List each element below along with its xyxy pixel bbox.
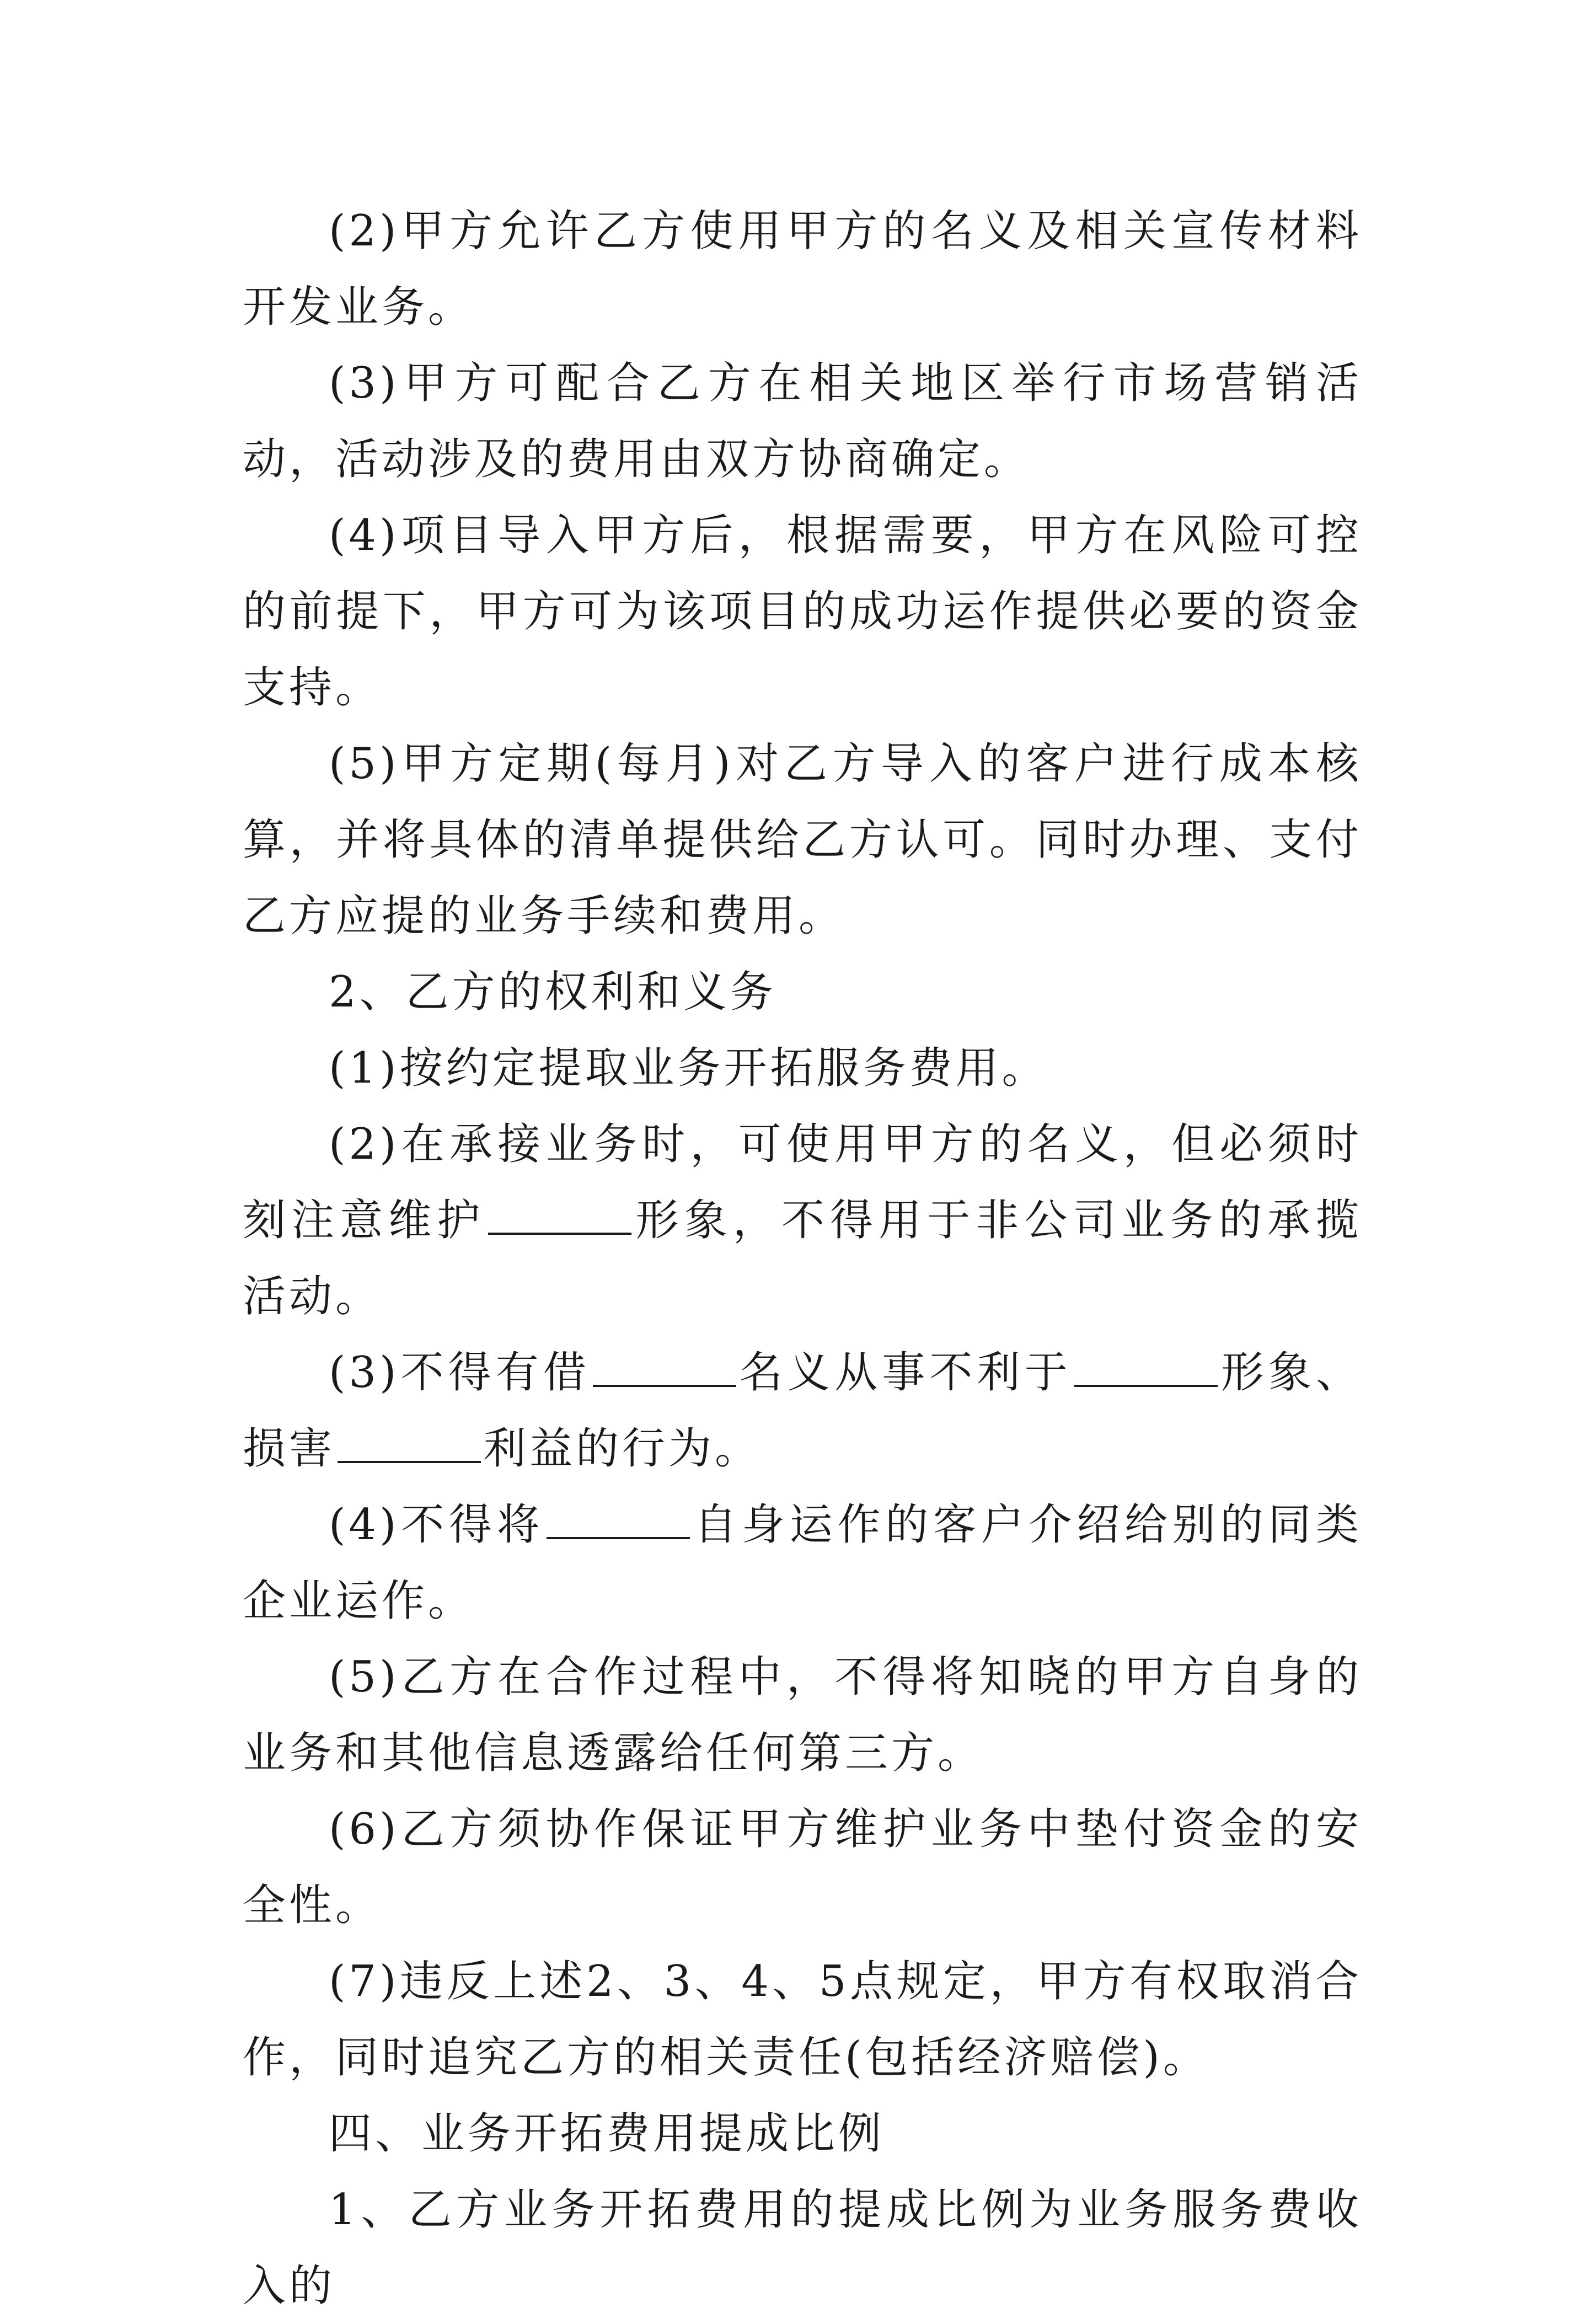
clause-party-a-2: (2)甲方允许乙方使用甲方的名义及相关宣传材料开发业务。 (243, 206, 1362, 332)
clause-commission-1: 1、乙方业务开拓费用的提成比例为业务服务费收入的 (243, 2185, 1362, 2311)
text-segment: (4)不得将 (329, 1500, 545, 1550)
clause-party-b-4 (243, 1487, 1362, 1639)
text-segment: 形象，不得用于非公司业务的承揽活动。 (243, 1196, 1362, 1321)
fill-in-blank[interactable] (593, 1348, 736, 1387)
fill-in-blank[interactable] (338, 1425, 481, 1463)
text-segment: 自身运作的客户介绍给别的同类企业运作。 (243, 1500, 1362, 1626)
text-segment: (2)在承接业务时，可使用甲方的名义，但必须时刻注意维护 (243, 1120, 1362, 1245)
text-segment: 名义从事不利于 (738, 1348, 1072, 1397)
clause-party-b-2 (243, 1106, 1362, 1335)
clause-party-b-1: (1)按约定提取业务开拓服务费用。 (329, 1043, 1048, 1093)
text-segment: 形象、损害 (243, 1348, 1362, 1474)
fill-in-blank[interactable] (547, 1501, 690, 1539)
text-segment: (3)不得有借 (329, 1348, 591, 1397)
clause-party-b-3 (243, 1335, 1362, 1487)
clause-party-a-4: (4)项目导入甲方后，根据需要，甲方在风险可控的前提下，甲方可为该项目的成功运作提供必要的资金支持。 (243, 511, 1362, 713)
clause-party-b-6: (6)乙方须协作保证甲方维护业务中垫付资金的安全性。 (243, 1804, 1362, 1930)
fill-in-blank[interactable] (488, 1196, 631, 1235)
text-segment: 利益的行为。 (483, 1424, 762, 1474)
section-heading-commission: 四、业务开拓费用提成比例 (329, 2109, 885, 2159)
clause-party-b-7: (7)违反上述2、3、4、5点规定，甲方有权取消合作，同时追究乙方的相关责任(包括经济赔偿)。 (243, 1957, 1362, 2082)
clause-party-a-3: (3)甲方可配合乙方在相关地区举行市场营销活动，活动涉及的费用由双方协商确定。 (243, 358, 1362, 484)
fill-in-blank[interactable] (1074, 1348, 1218, 1387)
clause-party-a-5: (5)甲方定期(每月)对乙方导入的客户进行成本核算，并将具体的清单提供给乙方认可。同时办理、支付乙方应提的业务手续和费用。 (243, 739, 1362, 941)
document-body (243, 193, 1362, 2324)
section-heading-party-b-rights: 2、乙方的权利和义务 (329, 967, 776, 1017)
clause-party-b-5: (5)乙方在合作过程中，不得将知晓的甲方自身的业务和其他信息透露给任何第三方。 (243, 1652, 1362, 1778)
